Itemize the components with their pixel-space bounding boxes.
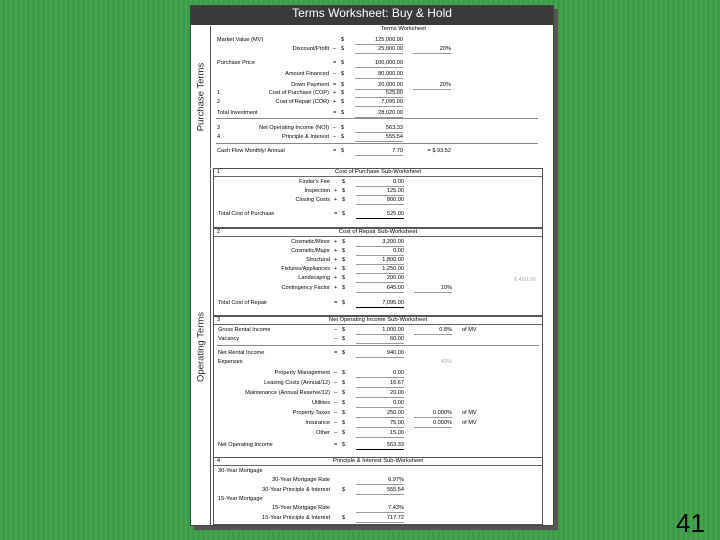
- worksheet-row: [214, 514, 542, 522]
- row-value: 125,000.00: [355, 36, 403, 45]
- worksheet-row: [214, 379, 542, 387]
- worksheet-row: [214, 369, 542, 377]
- row-operator: –: [334, 430, 338, 436]
- row-note: of MV: [462, 410, 477, 416]
- worksheet-row: [214, 399, 542, 407]
- row-label: 30-Year Mortgage: [218, 468, 263, 474]
- row-value: 555.54: [355, 133, 403, 142]
- row-value: 20,000.00: [355, 81, 403, 90]
- currency-symbol: $: [342, 430, 346, 436]
- currency-symbol: $: [342, 266, 346, 272]
- row-value: 7.79: [355, 147, 403, 156]
- currency-symbol: $: [342, 179, 346, 185]
- row-note: of MV: [462, 420, 477, 426]
- currency-symbol: $: [341, 99, 345, 105]
- row-value: 563.33: [355, 124, 403, 133]
- row-value: 15.00: [356, 429, 404, 438]
- row-label: Property Taxes: [292, 410, 330, 416]
- row-percent: 0.8%: [414, 326, 452, 335]
- worksheet-row: [213, 81, 541, 89]
- currency-symbol: $: [341, 110, 345, 116]
- worksheet-title: Terms Worksheet: Buy & Hold: [191, 6, 553, 25]
- row-value: 0.00: [356, 399, 404, 408]
- row-label: Total Cost of Purchase: [218, 211, 275, 217]
- row-operator: +: [334, 257, 338, 263]
- worksheet-row: [214, 486, 542, 494]
- row-label: 15-Year Mortgage Rate: [272, 505, 330, 511]
- section-header: [214, 458, 542, 466]
- row-operator: –: [334, 410, 338, 416]
- row-percent: 10%: [414, 284, 452, 293]
- worksheet-row: [214, 389, 542, 397]
- currency-symbol: $: [342, 285, 346, 291]
- principle-interest-section: [213, 457, 543, 525]
- section-title: Principle & Interest Sub-Worksheet: [332, 458, 424, 464]
- row-label: Purchase Price: [217, 60, 255, 66]
- row-label: Contingency Factor: [281, 285, 330, 291]
- row-value: 1,000.00: [356, 326, 404, 335]
- section-header: [214, 317, 542, 325]
- row-label: Net Operating Income: [218, 442, 273, 448]
- row-number: 3: [217, 125, 221, 131]
- row-number: 1: [217, 90, 221, 96]
- separator-line: [216, 118, 538, 119]
- currency-symbol: $: [341, 37, 345, 43]
- worksheet-row: [214, 265, 542, 273]
- row-operator: –: [334, 380, 338, 386]
- row-label: Market Value (MV): [217, 37, 264, 43]
- row-value: 250.00: [356, 409, 404, 418]
- worksheet-row: [214, 419, 542, 427]
- row-operator: =: [334, 300, 338, 306]
- section-header: [214, 229, 542, 237]
- row-value: 7.43%: [356, 504, 404, 513]
- row-value: 525.00: [356, 210, 404, 219]
- currency-symbol: $: [342, 515, 346, 521]
- row-value: 6.97%: [356, 476, 404, 485]
- row-operator: +: [334, 248, 338, 254]
- worksheet-row: [214, 409, 542, 417]
- repair-side-note: 6,450.00: [514, 277, 536, 283]
- row-value: 1,250.00: [356, 265, 404, 274]
- row-label: Maintenance (Annual Reserve/12): [245, 390, 330, 396]
- row-operator: +: [334, 275, 338, 281]
- row-label: Total Cost of Repair: [218, 300, 268, 306]
- currency-symbol: $: [341, 90, 345, 96]
- row-label: Down Payment: [291, 82, 329, 88]
- row-operator: –: [334, 420, 338, 426]
- row-operator: +: [334, 285, 338, 291]
- currency-symbol: $: [342, 390, 346, 396]
- terms-section: [213, 26, 541, 166]
- worksheet-row: [214, 335, 542, 343]
- row-operator: +: [334, 239, 338, 245]
- section-title: Cost of Repair Sub-Worksheet: [338, 229, 418, 235]
- worksheet-row: [214, 358, 542, 366]
- row-note: of MV: [462, 327, 477, 333]
- currency-symbol: $: [342, 420, 346, 426]
- worksheet-row: [214, 178, 542, 186]
- currency-symbol: $: [341, 125, 345, 131]
- row-operator: –: [334, 390, 338, 396]
- worksheet-row: [214, 476, 542, 484]
- row-value: 717.72: [356, 514, 404, 523]
- row-label: Inspection: [304, 188, 330, 194]
- row-label: Structural: [306, 257, 330, 263]
- section-number: 3: [217, 317, 221, 323]
- currency-symbol: $: [342, 239, 346, 245]
- row-operator: –: [334, 327, 338, 333]
- row-operator: –: [334, 370, 338, 376]
- separator-line: [216, 143, 538, 144]
- worksheet-row: [214, 256, 542, 264]
- row-operator: –: [334, 400, 338, 406]
- row-value: 3,200.00: [356, 238, 404, 247]
- row-number: 4: [217, 134, 221, 140]
- row-value: 645.00: [356, 284, 404, 293]
- row-operator: =: [333, 148, 337, 154]
- row-value: 125.00: [356, 187, 404, 196]
- operating-terms-label: Operating Terms: [195, 311, 206, 383]
- worksheet-row: [214, 196, 542, 204]
- row-value: 0.00: [356, 178, 404, 187]
- row-label: Vacancy: [218, 336, 240, 342]
- worksheet-row: [214, 429, 542, 437]
- row-value: 16.67: [356, 379, 404, 388]
- row-value: 75.00: [356, 419, 404, 428]
- row-operator: =: [333, 110, 337, 116]
- row-label: Cost of Purchase (COP): [268, 90, 329, 96]
- currency-symbol: $: [341, 46, 345, 52]
- row-operator: +: [333, 90, 337, 96]
- currency-symbol: $: [342, 350, 346, 356]
- row-label: Utilities: [311, 400, 330, 406]
- row-label: Net Rental Income: [218, 350, 265, 356]
- cost-of-repair-section: [213, 228, 543, 316]
- cost-of-purchase-section: [213, 168, 543, 228]
- worksheet-row: [214, 274, 542, 282]
- row-operator: +: [334, 266, 338, 272]
- currency-symbol: $: [342, 327, 346, 333]
- row-value: 563.33: [356, 441, 404, 450]
- currency-symbol: $: [341, 148, 345, 154]
- row-label: 15-Year Mortgage: [218, 496, 263, 502]
- section-header: [214, 169, 542, 177]
- row-operator: –: [334, 336, 338, 342]
- row-label: Gross Rental Income: [218, 327, 271, 333]
- currency-symbol: $: [342, 211, 346, 217]
- row-operator: +: [334, 197, 338, 203]
- worksheet-row: [213, 109, 541, 117]
- row-label: Discount/Profit: [292, 46, 329, 52]
- row-percent: 20%: [413, 45, 451, 54]
- row-value: 0.00: [356, 247, 404, 256]
- row-operator: –: [333, 46, 337, 52]
- row-label: Expenses: [218, 359, 243, 365]
- row-label: Amount Financed: [285, 71, 329, 77]
- row-label: Cosmetic/Minor: [291, 239, 330, 245]
- purchase-terms-label-panel: [191, 26, 211, 168]
- row-label: Finder's Fee: [299, 179, 330, 185]
- currency-symbol: $: [342, 370, 346, 376]
- row-value: 7,095.00: [355, 98, 403, 107]
- terms-worksheet: [190, 5, 554, 526]
- worksheet-row: [214, 284, 542, 292]
- row-value: 1,800.00: [356, 256, 404, 265]
- currency-symbol: $: [342, 257, 346, 263]
- worksheet-row: [213, 98, 541, 106]
- row-value: 800.00: [356, 196, 404, 205]
- row-operator: =: [334, 211, 338, 217]
- currency-symbol: $: [342, 336, 346, 342]
- row-percent: 20%: [413, 81, 451, 90]
- row-percent: 40%: [440, 359, 452, 365]
- row-value: 7,095.00: [356, 299, 404, 308]
- worksheet-row: [214, 504, 542, 512]
- row-value: 60.00: [356, 335, 404, 344]
- worksheet-row: [214, 495, 542, 503]
- worksheet-row: [213, 133, 541, 141]
- currency-symbol: $: [342, 380, 346, 386]
- worksheet-row: [214, 187, 542, 195]
- row-value: 25,000.00: [355, 45, 403, 54]
- row-label: Other: [316, 430, 330, 436]
- row-operator: –: [333, 125, 337, 131]
- currency-symbol: $: [341, 134, 345, 140]
- row-label: Leasing Costs (Annual/12): [264, 380, 330, 386]
- worksheet-row: [213, 59, 541, 67]
- row-percent: 0.000%: [414, 409, 452, 418]
- row-label: Cost of Repair (COR): [275, 99, 329, 105]
- row-operator: +: [333, 99, 337, 105]
- worksheet-row: [214, 467, 542, 475]
- worksheet-row: [213, 70, 541, 78]
- worksheet-row: [213, 147, 541, 155]
- row-label: Fixtures/Appliances: [281, 266, 330, 272]
- total-row: [214, 441, 542, 449]
- row-number: 2: [217, 99, 221, 105]
- worksheet-row: [214, 238, 542, 246]
- row-label: Cosmetic/Major: [291, 248, 330, 254]
- row-value: 28,020.00: [355, 109, 403, 118]
- row-label: 30-Year Mortgage Rate: [272, 477, 330, 483]
- row-operator: =: [334, 350, 338, 356]
- row-value: 0.00: [356, 369, 404, 378]
- row-label: 30-Year Principle & Interest: [262, 487, 330, 493]
- row-operator: =: [333, 82, 337, 88]
- currency-symbol: $: [342, 410, 346, 416]
- section-title: Net Operating Income Sub-Worksheet: [328, 317, 428, 323]
- row-percent: 0.000%: [414, 419, 452, 428]
- total-row: [214, 210, 542, 218]
- worksheet-row: [214, 247, 542, 255]
- row-label: Net Operating Income (NOI): [259, 125, 329, 131]
- operating-terms-label-panel: [191, 169, 211, 525]
- currency-symbol: $: [342, 400, 346, 406]
- section-title: Cost of Purchase Sub-Worksheet: [335, 169, 421, 175]
- row-operator: –: [333, 134, 337, 140]
- row-label: Property Management: [274, 370, 330, 376]
- row-label: Total Investment: [217, 110, 258, 116]
- row-value: 940.00: [356, 349, 404, 358]
- row-value: 20.00: [356, 389, 404, 398]
- currency-symbol: $: [341, 82, 345, 88]
- row-percent: = $ 93.52: [427, 148, 451, 154]
- row-value: 525.00: [355, 89, 403, 98]
- currency-symbol: $: [342, 487, 346, 493]
- currency-symbol: $: [342, 300, 346, 306]
- row-value: 555.54: [356, 486, 404, 495]
- currency-symbol: $: [342, 442, 346, 448]
- currency-symbol: $: [341, 60, 345, 66]
- currency-symbol: $: [342, 188, 346, 194]
- row-label: Closing Costs: [295, 197, 330, 203]
- noi-section: [213, 316, 543, 458]
- row-label: Cash Flow Monthly/ Annual: [217, 148, 285, 154]
- row-value: 200.00: [356, 274, 404, 283]
- worksheet-row: [213, 124, 541, 132]
- worksheet-row: [213, 45, 541, 53]
- section-number: 4: [217, 458, 221, 464]
- row-value: 100,000.00: [355, 59, 403, 68]
- row-operator: –: [333, 71, 337, 77]
- worksheet-row: [213, 36, 541, 44]
- separator-line: [217, 345, 539, 346]
- terms-worksheet-heading: Terms Worksheet: [381, 26, 426, 32]
- currency-symbol: $: [342, 197, 346, 203]
- purchase-terms-label: Purchase Terms: [195, 62, 206, 132]
- worksheet-row: [214, 349, 542, 357]
- row-label: Principle & Interest: [282, 134, 329, 140]
- section-number: 1: [217, 169, 221, 175]
- worksheet-row: [213, 89, 541, 97]
- total-row: [214, 299, 542, 307]
- row-value: 80,000.00: [355, 70, 403, 79]
- worksheet-row: [214, 326, 542, 334]
- row-label: 15-Year Principle & Interest: [262, 515, 330, 521]
- currency-symbol: $: [341, 71, 345, 77]
- row-operator: =: [334, 442, 338, 448]
- currency-symbol: $: [342, 275, 346, 281]
- row-label: Landscaping: [298, 275, 330, 281]
- currency-symbol: $: [342, 248, 346, 254]
- row-operator: +: [334, 188, 338, 194]
- section-number: 2: [217, 229, 221, 235]
- row-operator: =: [333, 60, 337, 66]
- slide-number: 41: [676, 508, 705, 538]
- row-label: Insurance: [305, 420, 330, 426]
